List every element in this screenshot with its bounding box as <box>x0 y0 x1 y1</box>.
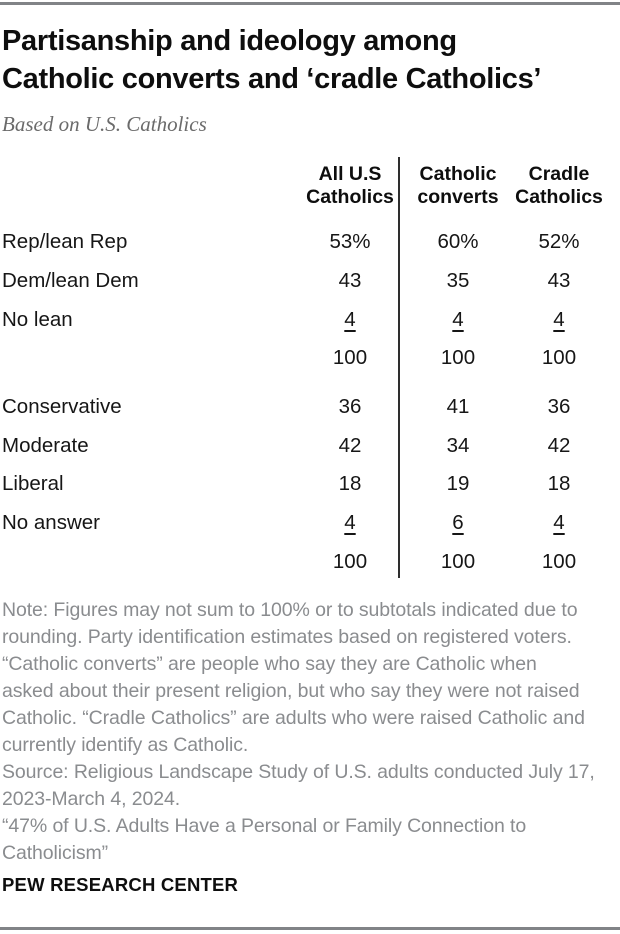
data-table <box>2 163 616 581</box>
note-line: 2023-March 4, 2024. <box>2 788 181 810</box>
table-section <box>2 223 616 378</box>
column-divider <box>398 157 400 578</box>
table-row <box>2 262 616 301</box>
table-body <box>2 223 616 581</box>
note-line: “Catholic converts” are people who say they are Catholic when <box>2 653 537 675</box>
chart-subtitle: Based on U.S. Catholics <box>2 112 207 136</box>
row-label: Moderate <box>2 433 89 457</box>
column-header-line: Catholics <box>306 186 394 208</box>
table-row <box>2 388 616 427</box>
column-header-line: converts <box>417 186 499 208</box>
top-rule <box>0 2 620 5</box>
cell-value: 4 <box>553 307 565 331</box>
note-line: “47% of U.S. Adults Have a Personal or Family Connection to <box>2 815 527 837</box>
column-header-catholic-converts <box>410 163 506 209</box>
cell-value: 60% <box>437 230 479 254</box>
table-row <box>2 465 616 504</box>
note-line: currently identify as Catholic. <box>2 734 249 756</box>
table-row <box>2 504 616 543</box>
chart-title-line2: Catholic converts and ‘cradle Catholics’ <box>2 63 542 95</box>
total-value: 100 <box>332 549 368 573</box>
cell-value: 18 <box>338 472 362 496</box>
column-header-line: Cradle <box>528 163 590 185</box>
cell-value: 53% <box>329 230 371 254</box>
total-value: 100 <box>440 549 476 573</box>
table-total-row <box>2 339 616 378</box>
cell-value: 4 <box>344 511 356 535</box>
total-value: 100 <box>541 346 577 370</box>
cell-value: 4 <box>553 511 565 535</box>
total-value: 100 <box>541 549 577 573</box>
row-label: No answer <box>2 511 100 535</box>
table-section <box>2 388 616 581</box>
column-header-cradle-catholics <box>506 163 612 209</box>
cell-value: 43 <box>547 269 571 293</box>
cell-value: 52% <box>538 230 580 254</box>
table-header-row <box>2 163 616 209</box>
cell-value: 4 <box>452 307 464 331</box>
cell-value: 35 <box>446 269 470 293</box>
note-line: Source: Religious Landscape Study of U.S. adults conducted July 17, <box>2 761 595 783</box>
cell-value: 43 <box>338 269 362 293</box>
row-label: Dem/lean Dem <box>2 269 139 293</box>
column-header-all-us-catholics <box>290 163 410 209</box>
cell-value: 42 <box>338 433 362 457</box>
column-header-line: All U.S <box>318 163 382 185</box>
column-header-line: Catholics <box>515 186 603 208</box>
chart-title-line1: Partisanship and ideology among <box>2 25 457 57</box>
total-value: 100 <box>332 346 368 370</box>
bottom-rule <box>0 927 620 930</box>
total-value: 100 <box>440 346 476 370</box>
column-header-line: Catholic <box>419 163 497 185</box>
cell-value: 19 <box>446 472 470 496</box>
cell-value: 36 <box>338 395 362 419</box>
note-line: Catholicism” <box>2 842 109 864</box>
cell-value: 36 <box>547 395 571 419</box>
cell-value: 4 <box>344 307 356 331</box>
note-line: Catholic. “Cradle Catholics” are adults who were raised Catholic and <box>2 707 585 729</box>
table-total-row <box>2 543 616 582</box>
chart-title <box>2 22 618 98</box>
row-label: Conservative <box>2 395 122 419</box>
column-header-empty <box>2 163 290 209</box>
cell-value: 18 <box>547 472 571 496</box>
row-label: No lean <box>2 307 73 331</box>
note-line: asked about their present religion, but who say they were not raised <box>2 680 580 702</box>
table-row <box>2 223 616 262</box>
footnotes <box>2 597 619 867</box>
note-line: Note: Figures may not sum to 100% or to subtotals indicated due to <box>2 599 578 621</box>
table-row <box>2 426 616 465</box>
row-label: Liberal <box>2 472 64 496</box>
cell-value: 42 <box>547 433 571 457</box>
cell-value: 41 <box>446 395 470 419</box>
cell-value: 34 <box>446 433 470 457</box>
note-line: rounding. Party identification estimates based on registered voters. <box>2 626 572 648</box>
source-org: PEW RESEARCH CENTER <box>2 874 239 895</box>
row-label: Rep/lean Rep <box>2 230 128 254</box>
table-row <box>2 300 616 339</box>
cell-value: 6 <box>452 511 464 535</box>
